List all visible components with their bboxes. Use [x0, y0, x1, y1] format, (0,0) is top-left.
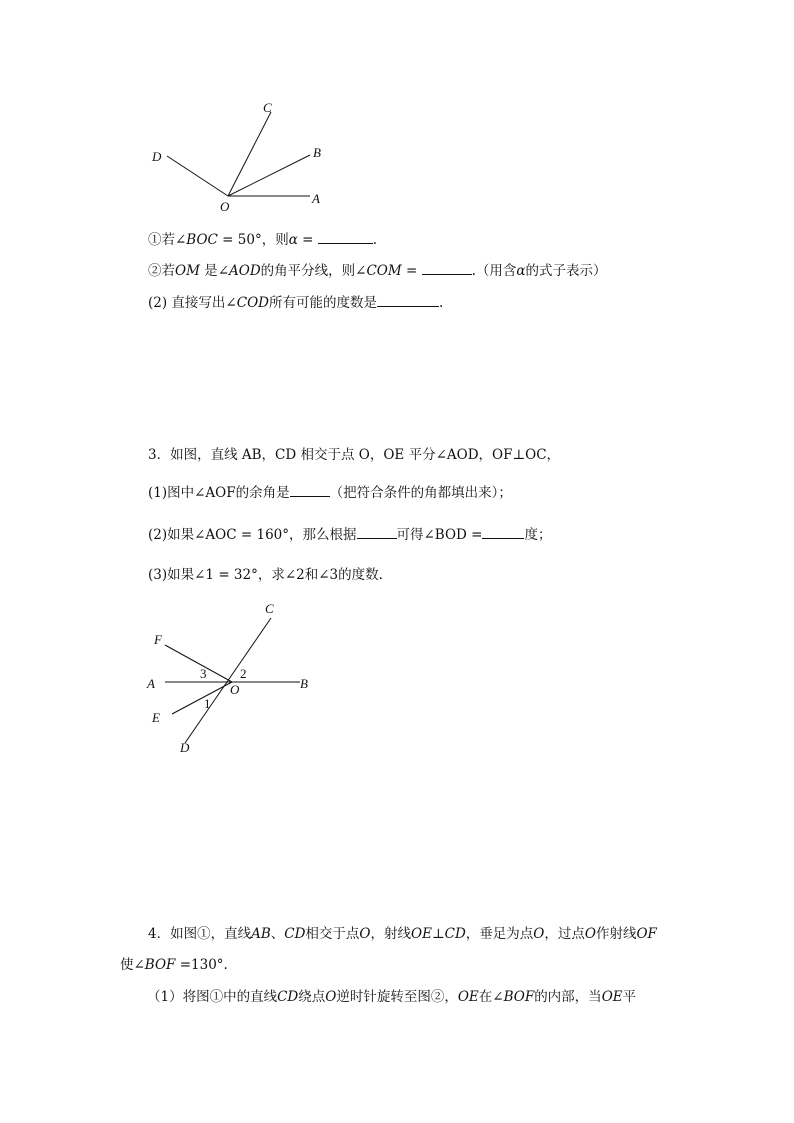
label-o: O — [230, 682, 240, 697]
angle-label-3: 3 — [200, 666, 207, 681]
ray-ob — [228, 155, 310, 196]
p2-q1: ①若∠BOC = 50°，则α = . — [148, 229, 377, 249]
label-c: C — [263, 100, 272, 115]
label-c: C — [265, 601, 274, 616]
ray-oc — [228, 112, 271, 196]
ray-oe — [172, 682, 232, 714]
p3-q1: (1)图中∠AOF的余角是 （把符合条件的角都填出来）； — [148, 482, 512, 502]
ray-of — [165, 645, 232, 682]
label-b: B — [300, 676, 308, 691]
p3-q2: (2)如果∠AOC = 160°，那么根据 可得∠BOD = 度； — [148, 524, 551, 544]
p2-q3: (2) 直接写出∠COD所有可能的度数是 . — [148, 292, 443, 312]
figure-2-lines — [140, 598, 330, 763]
figure-1-rays — [140, 95, 340, 220]
p2-q2: ②若OM 是∠AOD的角平分线，则∠COM = .（用含α的式子表示） — [148, 260, 607, 280]
angle-label-1: 1 — [204, 696, 211, 711]
label-a: A — [312, 191, 320, 206]
label-o: O — [220, 199, 230, 214]
p4-line3: （1）将图①中的直线CD绕点O逆时针旋转至图②，OE在∠BOF的内部，当OE平 — [147, 989, 637, 1005]
p4-line1: 4．如图①，直线AB、CD相交于点O，射线OE⊥CD，垂足为点O，过点O作射线OF — [148, 926, 657, 942]
answer-blank[interactable] — [422, 260, 472, 275]
label-f: F — [154, 632, 162, 647]
p3-q3: (3)如果∠1 = 32°，求∠2和∠3的度数. — [148, 567, 383, 583]
answer-blank[interactable] — [318, 229, 373, 244]
p4-line2: 使∠BOF =130°. — [120, 957, 228, 973]
answer-blank[interactable] — [377, 292, 439, 307]
label-a: A — [147, 676, 155, 691]
label-e: E — [152, 710, 160, 725]
label-b: B — [313, 145, 321, 160]
line-cd — [185, 618, 271, 743]
label-d: D — [180, 740, 190, 755]
label-d: D — [152, 149, 162, 164]
ray-od — [167, 156, 228, 196]
answer-blank[interactable] — [482, 524, 524, 539]
answer-blank[interactable] — [357, 524, 397, 539]
p3-stem: 3．如图，直线 AB，CD 相交于点 O，OE 平分∠AOD，OF⊥OC， — [148, 447, 561, 463]
angle-label-2: 2 — [240, 666, 247, 681]
answer-blank[interactable] — [290, 482, 330, 497]
